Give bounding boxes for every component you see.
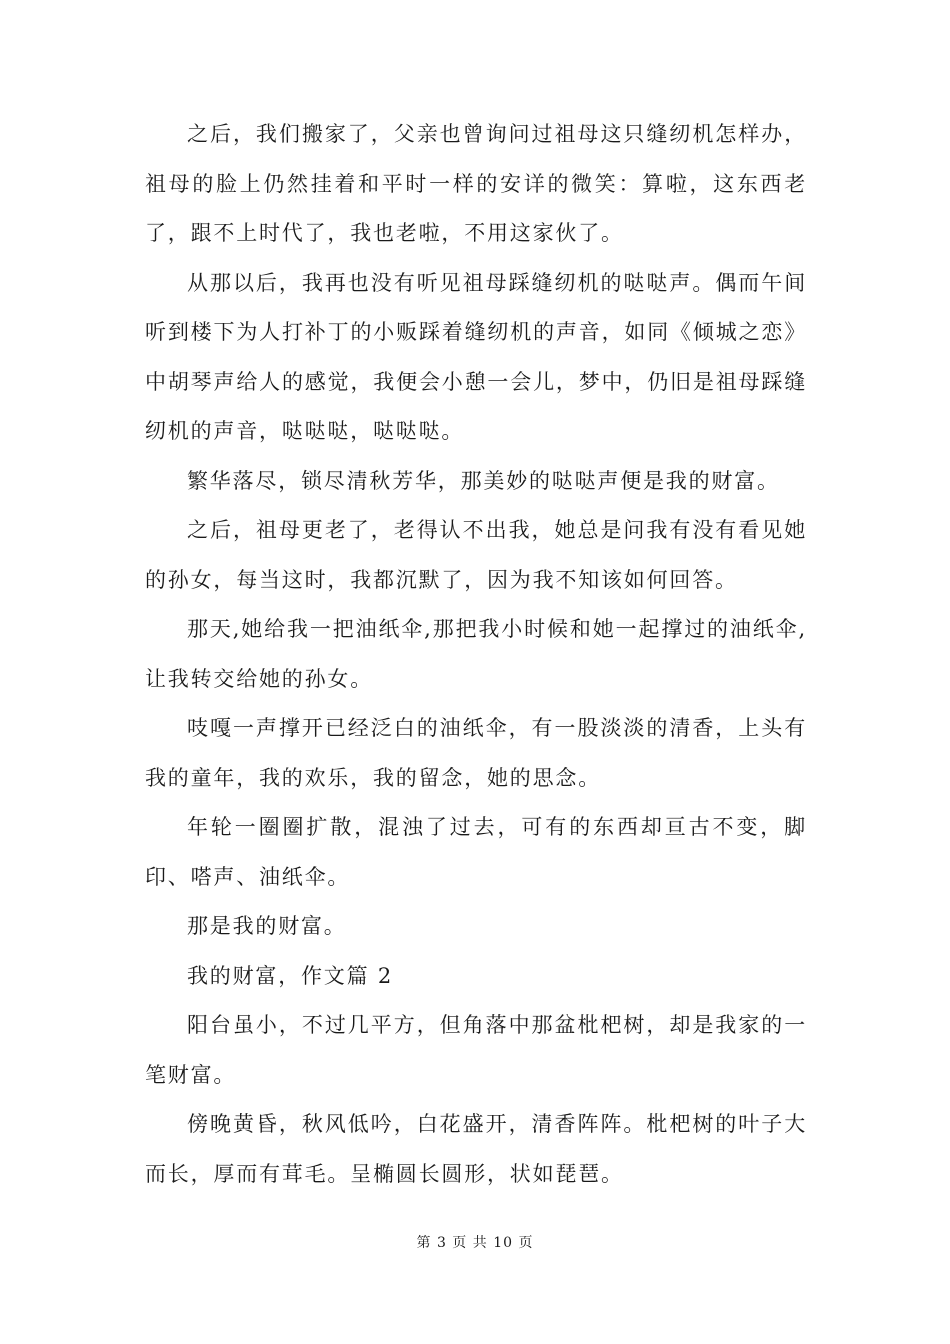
page-footer: 第 3 页 共 10 页 (416, 1235, 534, 1251)
section-heading: 我的财富，作文篇 2 (187, 963, 394, 988)
paragraph-4: 之后，祖母更老了，老得认不出我，她总是问我有没有看见她的孙女，每当这时，我都沉默了，因为我不知该如何回答。 (145, 518, 807, 592)
paragraph-5: 那天,她给我一把油纸伞,那把我小时候和她一起撑过的油纸伞,让我转交给她的孙女。 (145, 617, 807, 691)
paragraph-3: 繁华落尽，锁尽清秋芳华，那美妙的哒哒声便是我的财富。 (187, 468, 780, 493)
paragraph-10: 傍晚黄昏，秋风低吟，白花盛开，清香阵阵。枇杷树的叶子大而长，厚而有茸毛。呈椭圆长圆形，状如琵琶。 (145, 1112, 807, 1186)
paragraph-6: 吱嘎一声撑开已经泛白的油纸伞，有一股淡淡的清香，上头有我的童年，我的欢乐，我的留念，她的思念。 (145, 716, 807, 790)
body-text (145, 110, 807, 1199)
paragraph-8: 那是我的财富。 (187, 914, 347, 938)
paragraph-7: 年轮一圈圈扩散，混浊了过去，可有的东西却亘古不变，脚印、嗒声、油纸伞。 (145, 815, 807, 889)
paragraph-1: 之后，我们搬家了，父亲也曾询问过祖母这只缝纫机怎样办，祖母的脸上仍然挂着和平时一样的安详的微笑：算啦，这东西老了，跟不上时代了，我也老啦，不用这家伙了。 (145, 122, 807, 245)
paragraph-9: 阳台虽小，不过几平方，但角落中那盆枇杷树，却是我家的一笔财富。 (145, 1013, 807, 1087)
paragraph-2: 从那以后，我再也没有听见祖母踩缝纫机的哒哒声。偶而午间听到楼下为人打补丁的小贩踩着缝纫机的声音，如同《倾城之恋》中胡琴声给人的感觉，我便会小憩一会儿，梦中，仍旧是祖母踩缝纫机的声音，哒哒哒，哒哒哒。 (145, 270, 807, 443)
